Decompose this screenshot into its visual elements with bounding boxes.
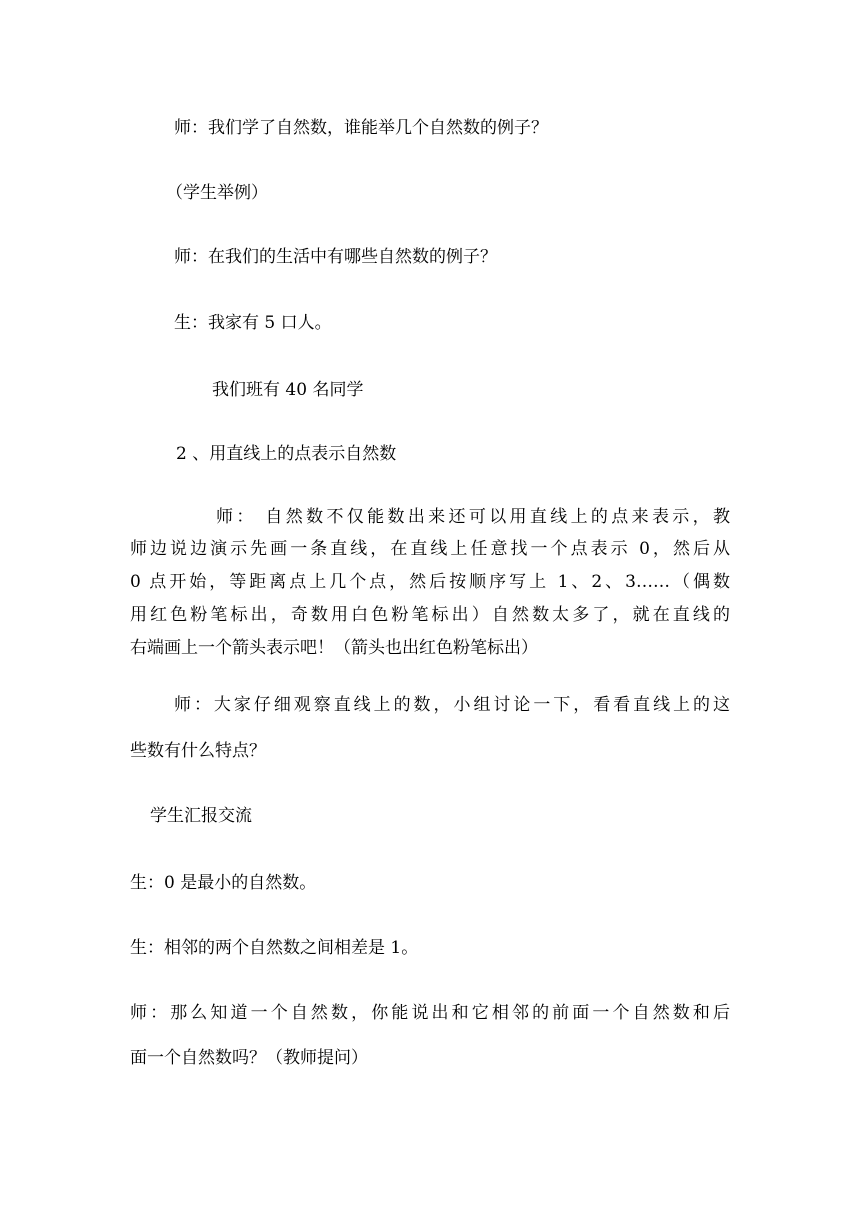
student-answer-class: 我们班有 40 名同学 xyxy=(212,380,364,400)
section-heading: 2 、用直线上的点表示自然数 xyxy=(176,444,397,464)
student-answer-difference: 生：相邻的两个自然数之间相差是 1。 xyxy=(130,938,419,958)
observe-line-1: 师：大家仔细观察直线上的数，小组讨论一下，看看直线上的这 xyxy=(174,695,730,715)
student-answer-smallest: 生：0 是最小的自然数。 xyxy=(130,873,317,893)
demo-line-4: 用红色粉笔标出，奇数用白色粉笔标出）自然数太多了，就在直线的 xyxy=(130,605,730,625)
demo-line-2: 师边说边演示先画一条直线，在直线上任意找一个点表示 0，然后从 xyxy=(130,539,730,559)
demo-line-3: 0 点开始，等距离点上几个点，然后按顺序写上 1、2、3……（偶数 xyxy=(130,572,730,592)
student-report-heading: 学生汇报交流 xyxy=(150,806,252,826)
demo-line-5: 右端画上一个箭头表示吧！（箭头也出红色粉笔标出） xyxy=(130,638,538,658)
student-answer-family: 生：我家有 5 口人。 xyxy=(174,313,332,333)
observe-line-2: 些数有什么特点？ xyxy=(130,741,266,761)
teacher-question-examples: 师：我们学了自然数，谁能举几个自然数的例子？ xyxy=(174,118,548,138)
final-question-line-1: 师：那么知道一个自然数，你能说出和它相邻的前面一个自然数和后 xyxy=(130,1003,730,1023)
final-question-line-2: 面一个自然数吗？（教师提问） xyxy=(130,1048,368,1068)
demo-line-1: 师： 自然数不仅能数出来还可以用直线上的点来表示，教 xyxy=(216,507,730,527)
student-examples-note: （学生举例） xyxy=(166,183,268,203)
teacher-question-life: 师：在我们的生活中有哪些自然数的例子？ xyxy=(174,247,497,267)
